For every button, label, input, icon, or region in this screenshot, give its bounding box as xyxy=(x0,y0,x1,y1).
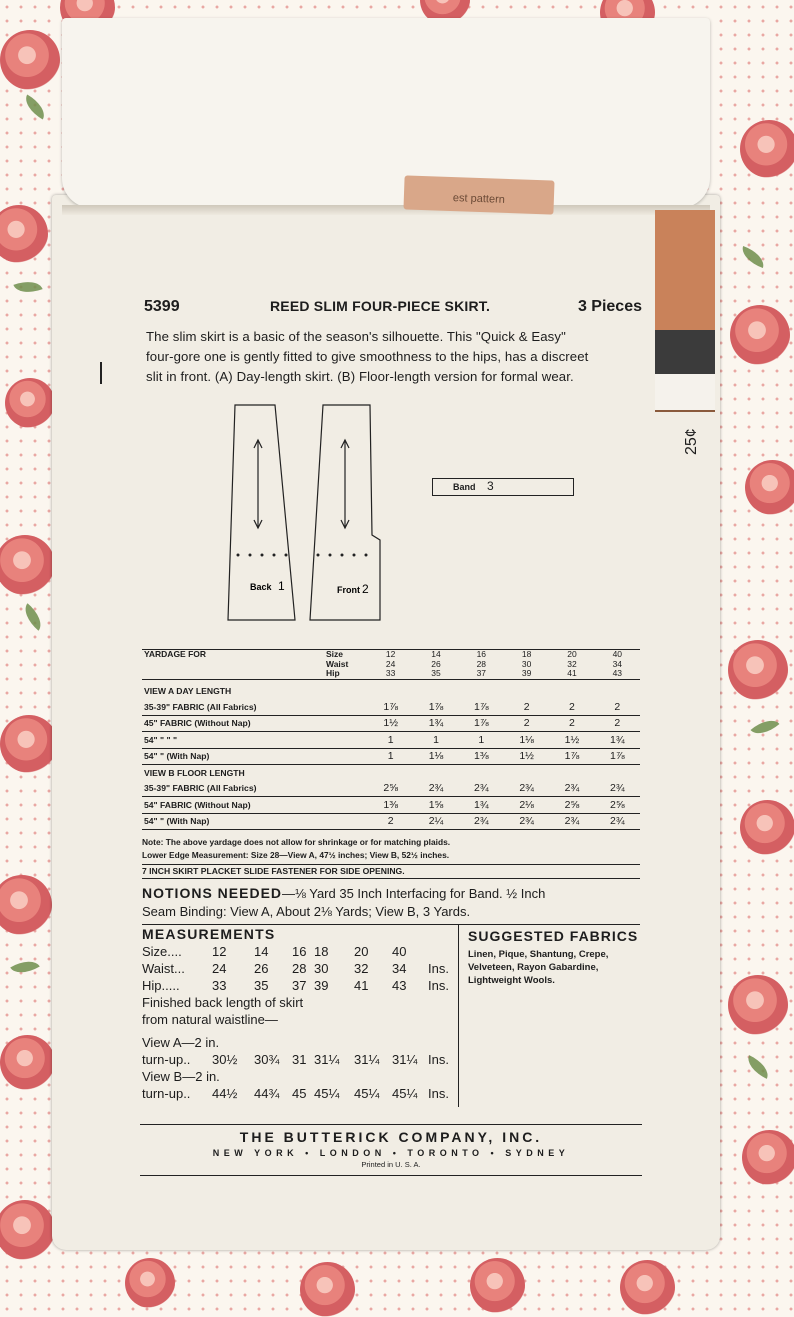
size: 40 xyxy=(612,649,623,659)
value: 12 xyxy=(212,944,227,959)
front-number: 2 xyxy=(362,582,369,596)
cell: 2¾ xyxy=(474,815,489,828)
size: 16 xyxy=(476,649,487,659)
size-col xyxy=(549,650,594,679)
row-label: Size xyxy=(326,649,344,659)
value: 35 xyxy=(254,978,269,993)
cell: 1½ xyxy=(564,733,580,746)
cell: 2 xyxy=(523,700,530,713)
value: 45¼ xyxy=(314,1086,340,1101)
pattern-header xyxy=(144,298,644,322)
hip: 43 xyxy=(612,668,623,678)
value: 28 xyxy=(292,961,307,976)
row-label: 54" FABRIC (Without Nap) xyxy=(144,799,251,810)
fabrics-list: Linen, Pique, Shantung, Crepe, Velveteen, Rayon Gabardine, Lightweight Wools. xyxy=(468,949,609,986)
value: 30 xyxy=(314,961,329,976)
back-number: 1 xyxy=(278,579,285,593)
row-label: Hip..... xyxy=(142,978,180,993)
table-row xyxy=(142,797,640,814)
unit: Ins. xyxy=(428,961,449,976)
price: 25¢ xyxy=(683,428,700,455)
table-row xyxy=(142,781,640,797)
publisher-footer xyxy=(140,1124,642,1176)
band-label: Band xyxy=(453,482,476,492)
value: 14 xyxy=(254,944,269,959)
view-a-turnup-row xyxy=(142,1051,462,1068)
envelope-flap xyxy=(62,18,710,208)
cell: 1⅞ xyxy=(474,717,489,730)
value: 41 xyxy=(354,978,369,993)
back-label: Back xyxy=(250,582,272,592)
value: 34 xyxy=(392,961,407,976)
side-stripe-white xyxy=(655,374,715,412)
view-a-heading-row xyxy=(142,679,640,699)
cell: 2¾ xyxy=(610,782,625,795)
description-line: slit in front. (A) Day-length skirt. (B) Floor-length version for formal wear. xyxy=(146,369,574,384)
cell: 2¼ xyxy=(428,815,444,828)
value: 39 xyxy=(314,978,329,993)
cell: 2⅛ xyxy=(519,798,534,811)
pattern-title: REED SLIM FOUR-PIECE SKIRT. xyxy=(270,298,491,314)
cell: 1¾ xyxy=(610,733,625,746)
row-label: 35-39" FABRIC (All Fabrics) xyxy=(144,783,257,794)
margin-tick xyxy=(100,362,102,384)
pattern-number: 5399 xyxy=(144,298,180,315)
value: 33 xyxy=(212,978,227,993)
cell: 2¾ xyxy=(474,782,489,795)
hip: 39 xyxy=(521,668,532,678)
row-label: turn-up.. xyxy=(142,1052,191,1067)
cell: 1 xyxy=(433,733,439,746)
row-label: Waist... xyxy=(142,961,185,976)
size-row xyxy=(142,943,462,960)
view-b-heading-row xyxy=(142,765,640,781)
value: 40 xyxy=(392,944,407,959)
waist: 30 xyxy=(521,658,532,669)
note-shrinkage: Note: The above yardage does not allow for shrinkage or for matching plaids. xyxy=(142,837,451,847)
value: 45¼ xyxy=(392,1086,418,1101)
value: 31 xyxy=(292,1052,307,1067)
description xyxy=(146,327,646,387)
value: 30½ xyxy=(212,1052,238,1067)
value: 44¾ xyxy=(254,1086,280,1101)
finished-length-line: from natural waistline— xyxy=(142,1012,278,1027)
waist: 26 xyxy=(431,658,441,669)
size-col xyxy=(368,650,413,679)
company-name: THE BUTTERICK COMPANY, INC. xyxy=(239,1129,543,1145)
size: 14 xyxy=(431,649,441,659)
section-rule xyxy=(142,924,640,925)
table-row xyxy=(142,813,640,830)
size-col xyxy=(413,650,458,679)
row-label: 35-39" FABRIC (All Fabrics) xyxy=(144,701,257,712)
cell: 1¾ xyxy=(474,798,489,811)
table-row xyxy=(142,699,640,715)
value: 24 xyxy=(212,961,227,976)
row-label: turn-up.. xyxy=(142,1086,191,1101)
yardage-table xyxy=(142,650,640,830)
torn-label: est pattern xyxy=(403,175,554,214)
measurements xyxy=(142,926,462,1102)
value: 31¼ xyxy=(392,1052,418,1067)
unit: Ins. xyxy=(428,1052,449,1067)
cell: 1 xyxy=(387,750,394,763)
value: 30¾ xyxy=(254,1052,280,1067)
cell: 2¾ xyxy=(610,815,625,828)
cell: 1⅜ xyxy=(383,798,398,811)
value: 44½ xyxy=(212,1086,238,1101)
cell: 2¾ xyxy=(564,782,580,795)
value: 16 xyxy=(292,944,307,959)
row-label: 54" " (With Nap) xyxy=(144,751,210,762)
cell: 2⅝ xyxy=(564,798,580,811)
row-label: 54" " " " xyxy=(144,734,178,745)
yardage-notes xyxy=(142,836,642,862)
cell: 2 xyxy=(387,815,394,828)
waist: 34 xyxy=(612,658,623,669)
value: 32 xyxy=(354,961,369,976)
description-line: four-gore one is gently fitted to give smoothness to the hips, has a discreet xyxy=(146,349,589,364)
table-row xyxy=(142,732,640,749)
yardage-row-labels xyxy=(324,650,368,679)
flap-crease xyxy=(62,205,710,215)
cell: 2 xyxy=(614,700,621,713)
value: 31¼ xyxy=(354,1052,380,1067)
table-row xyxy=(142,748,640,765)
side-stripe-black xyxy=(655,330,715,374)
unit: Ins. xyxy=(428,1086,449,1101)
cell: 1½ xyxy=(383,717,398,730)
cell: 1⅞ xyxy=(610,750,625,763)
pieces-count: 3 Pieces xyxy=(577,298,642,315)
value: 45¼ xyxy=(354,1086,380,1101)
view-b-label: View B—2 in. xyxy=(142,1069,220,1084)
cell: 1⅛ xyxy=(519,733,534,746)
view-a-heading: VIEW A DAY LENGTH xyxy=(144,686,232,697)
value: 37 xyxy=(292,978,307,993)
row-label: Waist xyxy=(326,658,349,669)
value: 20 xyxy=(354,944,369,959)
row-label: 54" " (With Nap) xyxy=(144,816,210,827)
value: 26 xyxy=(254,961,269,976)
pattern-pieces-drawing xyxy=(220,400,390,625)
hip: 41 xyxy=(567,668,577,678)
cell: 1⅞ xyxy=(383,700,398,713)
cell: 2 xyxy=(569,700,575,713)
band-piece xyxy=(432,478,574,496)
cell: 1⅜ xyxy=(474,750,489,763)
value: 31¼ xyxy=(314,1052,340,1067)
yardage-header-row xyxy=(142,650,640,679)
size: 12 xyxy=(385,649,396,659)
row-label: Size.... xyxy=(142,944,182,959)
size-col xyxy=(459,650,504,679)
row-label: Hip xyxy=(326,668,340,678)
size-col xyxy=(504,650,549,679)
cell: 1⅞ xyxy=(564,750,580,763)
cell: 1⅝ xyxy=(428,798,444,811)
measurements-heading: MEASUREMENTS xyxy=(142,926,276,942)
notions-needed xyxy=(142,884,642,921)
waist: 28 xyxy=(476,658,487,669)
finished-length-line: Finished back length of skirt xyxy=(142,995,304,1010)
cell: 1⅞ xyxy=(474,700,489,713)
placket-note: 7 INCH SKIRT PLACKET SLIDE FASTENER FOR SIDE OPENING. xyxy=(142,864,640,879)
cell: 2 xyxy=(523,717,530,730)
cell: 2 xyxy=(569,717,575,730)
cell: 2⅝ xyxy=(610,798,625,811)
cell: 2¾ xyxy=(428,782,444,795)
row-label: 45" FABRIC (Without Nap) xyxy=(144,718,251,729)
side-stripe-orange xyxy=(655,210,715,330)
hip: 33 xyxy=(385,668,396,678)
waist: 24 xyxy=(385,658,396,669)
description-line: The slim skirt is a basic of the season's silhouette. This "Quick & Easy" xyxy=(146,329,566,344)
suggested-fabrics xyxy=(468,928,648,987)
cell: 2¾ xyxy=(519,782,534,795)
value: 43 xyxy=(392,978,407,993)
cell: 2 xyxy=(614,717,621,730)
size: 18 xyxy=(521,649,532,659)
yardage-title: YARDAGE FOR xyxy=(144,649,207,659)
value: 18 xyxy=(314,944,329,959)
band-number: 3 xyxy=(487,479,494,493)
waist: 32 xyxy=(567,658,577,669)
hip: 37 xyxy=(476,668,487,678)
unit: Ins. xyxy=(428,978,449,993)
note-lower-edge: Lower Edge Measurement: Size 28—View A, 47½ inches; View B, 52½ inches. xyxy=(142,850,450,860)
notions-heading: NOTIONS NEEDED xyxy=(142,885,283,901)
notions-line: —⅛ Yard 35 Inch Interfacing for Band. ½ Inch xyxy=(282,886,546,901)
cell: 1⅞ xyxy=(428,700,444,713)
hip: 35 xyxy=(431,668,441,678)
hip-row xyxy=(142,977,462,994)
cell: 1½ xyxy=(519,750,534,763)
printed-in: Printed in U. S. A. xyxy=(361,1160,421,1169)
value: 45 xyxy=(292,1086,307,1101)
view-a-label: View A—2 in. xyxy=(142,1035,220,1050)
cell: 1¾ xyxy=(428,717,444,730)
notions-line: Seam Binding: View A, About 2⅛ Yards; View B, 3 Yards. xyxy=(142,904,471,919)
fabrics-heading: SUGGESTED FABRICS xyxy=(468,928,639,944)
waist-row xyxy=(142,960,462,977)
cell: 1 xyxy=(478,733,485,746)
cell: 1 xyxy=(387,733,394,746)
company-cities: NEW YORK • LONDON • TORONTO • SYDNEY xyxy=(212,1148,570,1158)
view-b-turnup-row xyxy=(142,1085,462,1102)
cell: 2¾ xyxy=(564,815,580,828)
size-col xyxy=(595,650,640,679)
size: 20 xyxy=(567,649,577,659)
front-label: Front xyxy=(337,585,360,595)
cell: 1⅛ xyxy=(428,750,444,763)
table-row xyxy=(142,715,640,732)
cell: 2⅝ xyxy=(383,782,398,795)
cell: 2¾ xyxy=(519,815,534,828)
view-b-heading: VIEW B FLOOR LENGTH xyxy=(144,767,245,778)
